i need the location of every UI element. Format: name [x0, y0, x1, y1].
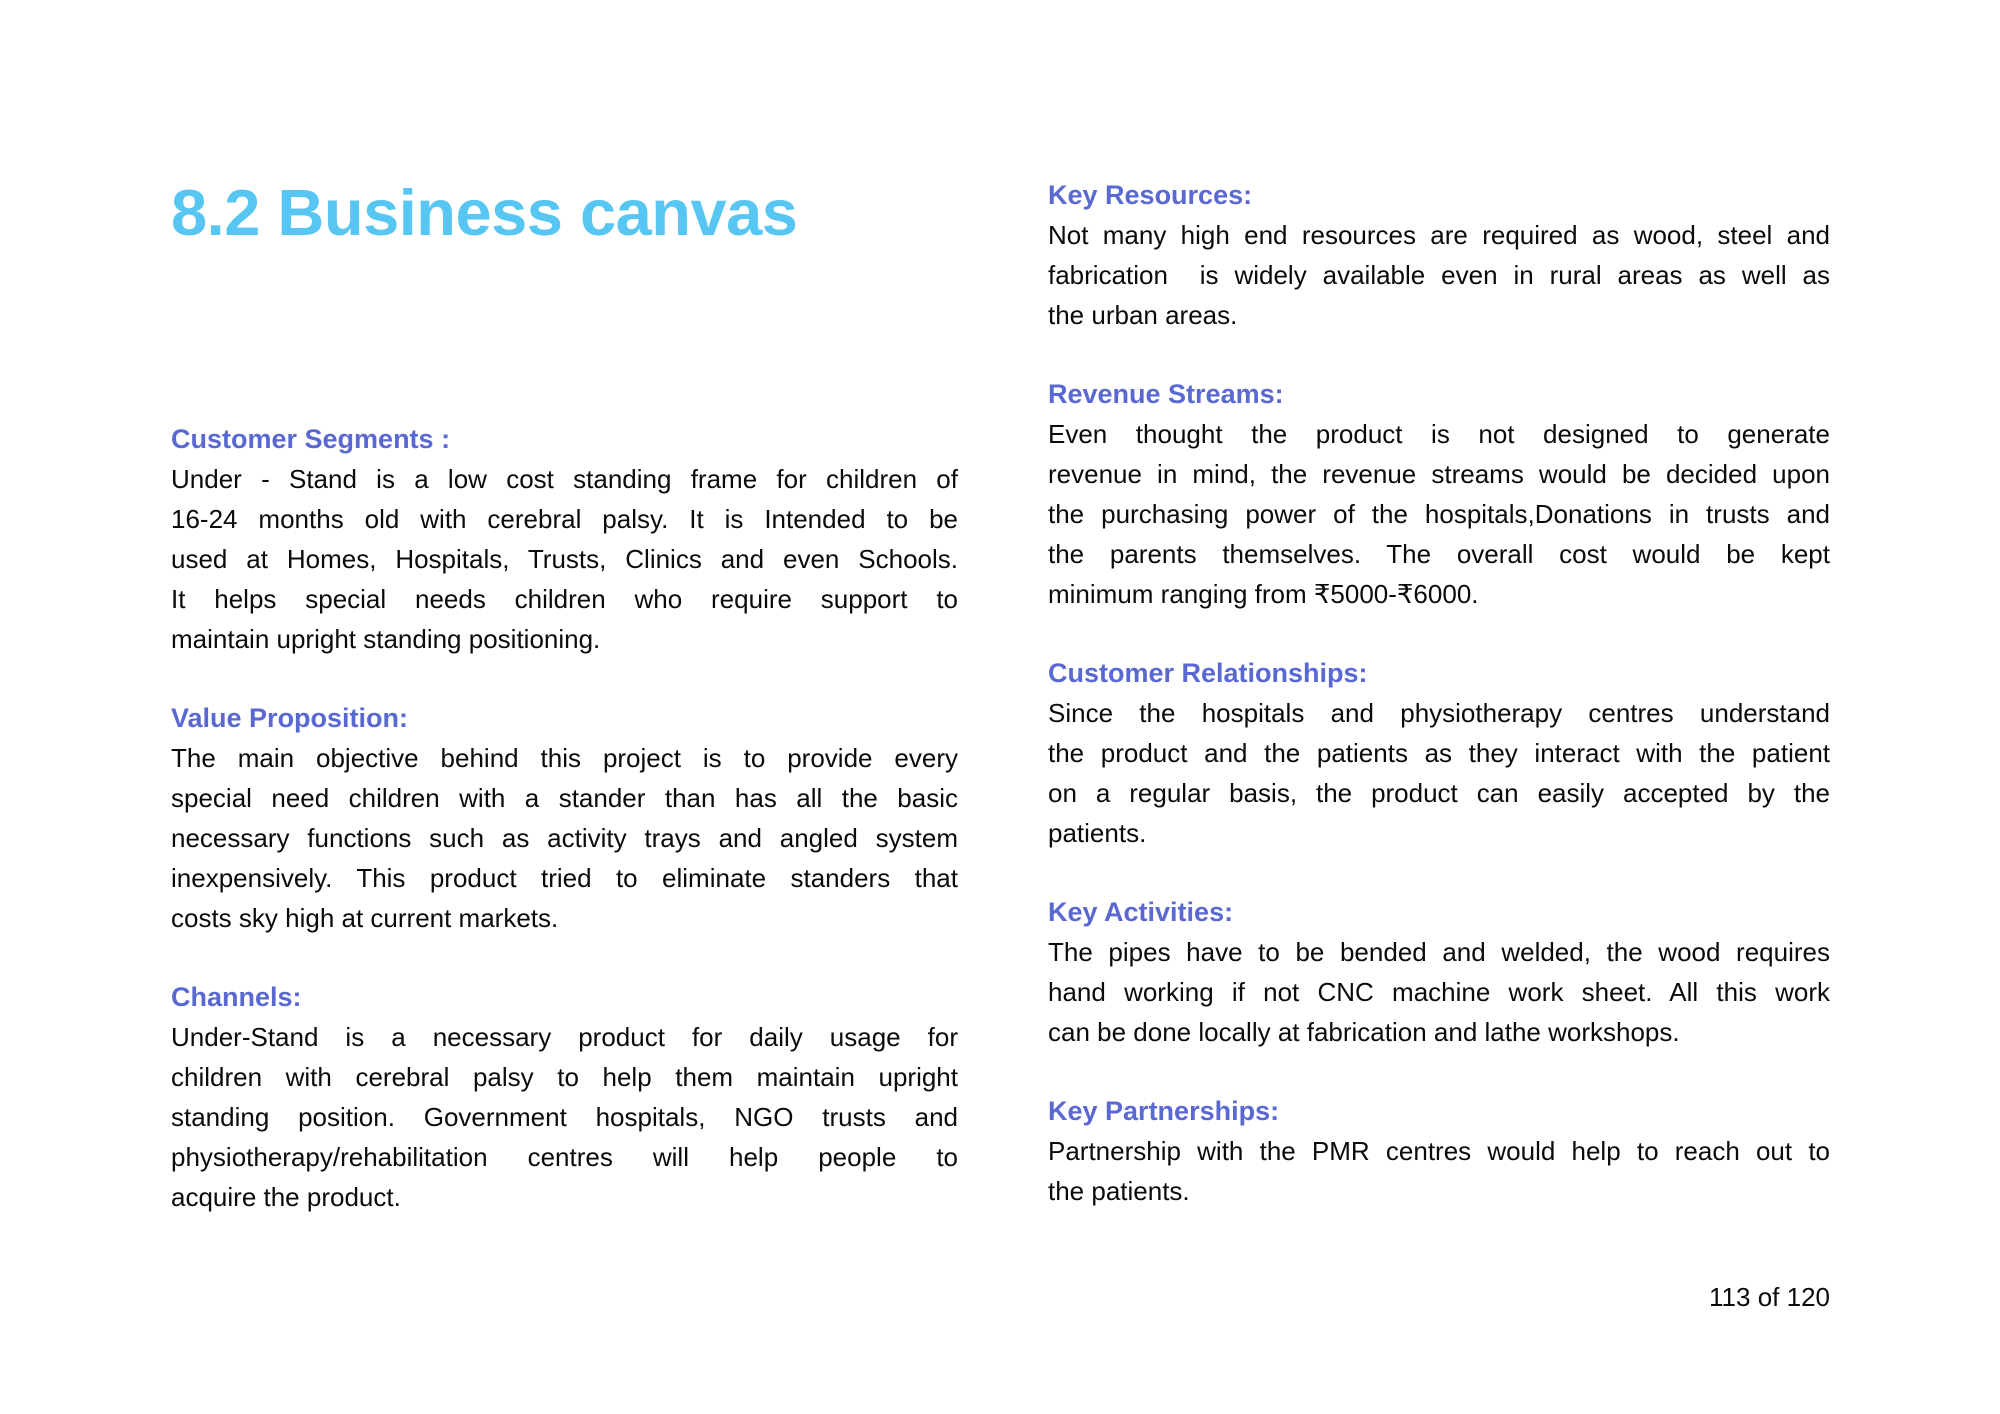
- body-line: The main objective behind this project is to provide every: [171, 743, 958, 773]
- section-heading: Customer Segments :: [171, 424, 451, 454]
- section-key-partnerships: [1048, 1091, 1830, 1211]
- section-key-activities: [1048, 892, 1830, 1052]
- right-column: [1048, 175, 1830, 1211]
- section-channels: [171, 977, 958, 1217]
- body-line: 16-24 months old with cerebral palsy. It is Intended to be: [171, 504, 958, 534]
- page-number: 113 of 120: [1709, 1282, 1830, 1312]
- section-heading: Key Activities:: [1048, 897, 1234, 927]
- body-line: Not many high end resources are required as wood, steel and: [1048, 220, 1830, 250]
- section-heading: Channels:: [171, 982, 302, 1012]
- body-line: can be done locally at fabrication and lathe workshops.: [1048, 1017, 1680, 1047]
- body-line: costs sky high at current markets.: [171, 903, 559, 933]
- body-line: standing position. Government hospitals, NGO trusts and: [171, 1102, 958, 1132]
- body-line: hand working if not CNC machine work sheet. All this work: [1048, 977, 1830, 1007]
- body-line: minimum ranging from ₹5000-₹6000.: [1048, 579, 1479, 609]
- body-line: The pipes have to be bended and welded, the wood requires: [1048, 937, 1830, 967]
- body-line: the urban areas.: [1048, 300, 1238, 330]
- body-line: necessary functions such as activity trays and angled system: [171, 823, 958, 853]
- body-line: patients.: [1048, 818, 1147, 848]
- body-line: the patients.: [1048, 1176, 1190, 1206]
- body-line: Even thought the product is not designed to generate: [1048, 419, 1830, 449]
- section-customer-relationships: [1048, 653, 1830, 853]
- body-line: revenue in mind, the revenue streams would be decided upon: [1048, 459, 1830, 489]
- body-line: It helps special needs children who require support to: [171, 584, 958, 614]
- section-heading: Revenue Streams:: [1048, 379, 1284, 409]
- body-line: children with cerebral palsy to help them maintain upright: [171, 1062, 958, 1092]
- section-heading: Customer Relationships:: [1048, 658, 1368, 688]
- body-line: physiotherapy/rehabilitation centres will help people to: [171, 1142, 958, 1172]
- body-line: the purchasing power of the hospitals,Donations in trusts and: [1048, 499, 1830, 529]
- body-line: fabrication is widely available even in rural areas as well as: [1048, 260, 1830, 290]
- section-heading: Key Resources:: [1048, 180, 1253, 210]
- page-title: 8.2 Business canvas: [171, 176, 798, 249]
- left-column: [171, 419, 958, 1217]
- body-line: Since the hospitals and physiotherapy centres understand: [1048, 698, 1830, 728]
- body-line: special need children with a stander than has all the basic: [171, 783, 958, 813]
- body-line: the parents themselves. The overall cost would be kept: [1048, 539, 1830, 569]
- body-line: acquire the product.: [171, 1182, 401, 1212]
- body-line: Under - Stand is a low cost standing frame for children of: [171, 464, 958, 494]
- body-line: inexpensively. This product tried to eliminate standers that: [171, 863, 958, 893]
- section-heading: Key Partnerships:: [1048, 1096, 1280, 1126]
- body-line: Partnership with the PMR centres would help to reach out to: [1048, 1136, 1830, 1166]
- section-heading: Value Proposition:: [171, 703, 409, 733]
- body-line: used at Homes, Hospitals, Trusts, Clinics and even Schools.: [171, 544, 958, 574]
- section-value-proposition: [171, 698, 958, 938]
- section-customer-segments: [171, 419, 958, 659]
- body-line: the product and the patients as they interact with the patient: [1048, 738, 1830, 768]
- section-key-resources: [1048, 175, 1830, 335]
- body-line: on a regular basis, the product can easily accepted by the: [1048, 778, 1830, 808]
- section-revenue-streams: [1048, 374, 1830, 614]
- body-line: Under-Stand is a necessary product for daily usage for: [171, 1022, 958, 1052]
- body-line: maintain upright standing positioning.: [171, 624, 601, 654]
